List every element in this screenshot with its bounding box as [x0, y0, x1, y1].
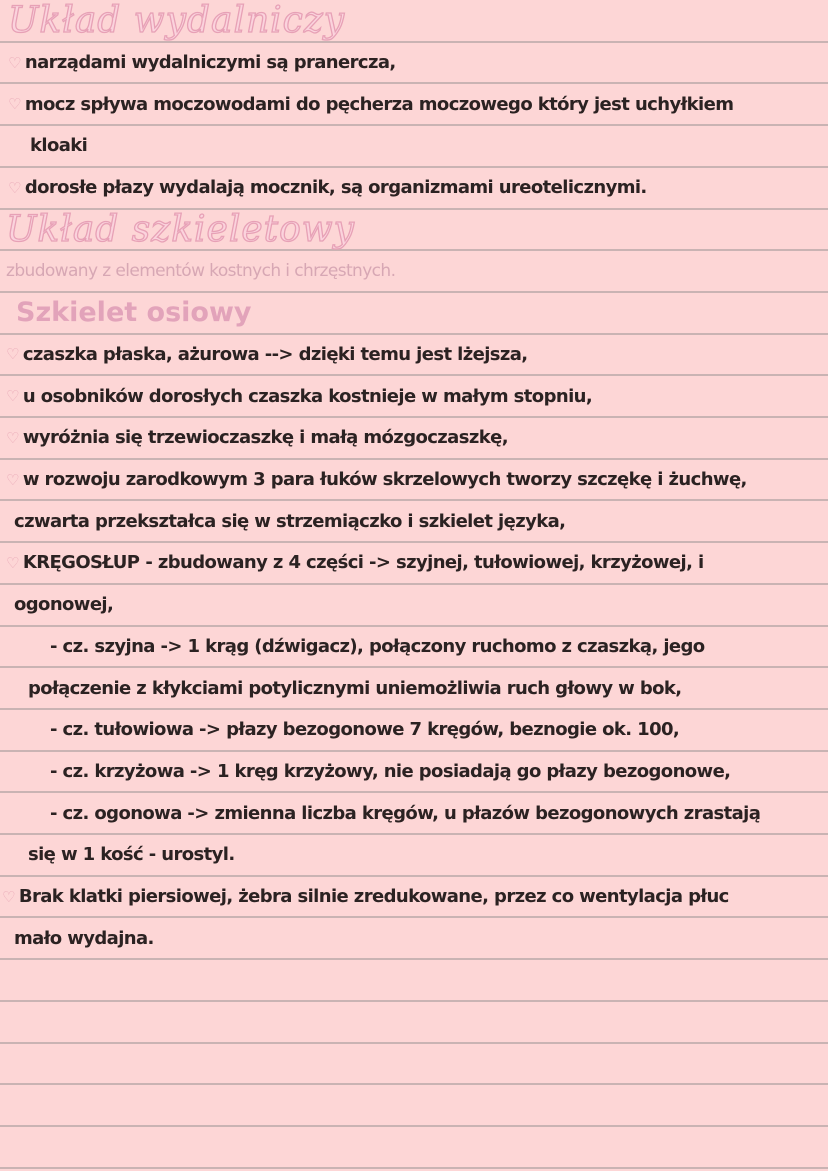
ruled-line	[0, 1083, 828, 1085]
list-item-continuation	[0, 584, 828, 626]
subtitle	[0, 250, 828, 292]
ruled-line	[0, 1042, 828, 1044]
sub-item-continuation	[0, 834, 828, 876]
item-text: ogonowej,	[14, 594, 114, 616]
list-item	[0, 542, 828, 584]
sub-item-continuation	[0, 667, 828, 709]
item-text: narządami wydalniczymi są pranercza,	[24, 52, 396, 74]
list-item	[0, 876, 828, 918]
list-item	[0, 375, 828, 417]
item-text: - cz. szyjna -> 1 krąg (dźwigacz), połączony ruchomo z czaszką, jego	[50, 635, 705, 657]
item-text: - cz. ogonowa -> zmienna liczba kręgów, u płazów bezogonowych zrastają	[50, 802, 761, 824]
item-text: - cz. krzyżowa -> 1 kręg krzyżowy, nie posiadają go płazy bezogonowe,	[50, 760, 731, 782]
item-text: wyróżnia się trzewioczaszkę i małą mózgoczaszkę,	[22, 427, 508, 449]
ruled-line	[0, 1167, 828, 1169]
sub-item	[0, 751, 828, 793]
list-item	[0, 42, 828, 84]
list-item-continuation	[0, 500, 828, 542]
list-item-continuation	[0, 125, 828, 167]
spine-label: KRĘGOSŁUP	[22, 552, 140, 574]
item-text: - zbudowany z 4 części -> szyjnej, tułowiowej, krzyżowej, i	[145, 552, 704, 574]
heart-icon: ♡	[8, 95, 21, 114]
ruled-line	[0, 1125, 828, 1127]
item-text: czwarta przekształca się w strzemiączko i szkielet języka,	[14, 510, 566, 532]
heart-icon: ♡	[6, 387, 19, 406]
heart-icon: ♡	[6, 470, 19, 489]
heading-excretory	[0, 0, 828, 42]
list-item-continuation	[0, 917, 828, 959]
heart-icon: ♡	[6, 345, 19, 364]
sub-item	[0, 792, 828, 834]
heart-icon: ♡	[8, 178, 21, 197]
heart-icon: ♡	[6, 428, 19, 447]
list-item	[0, 417, 828, 459]
list-item	[0, 83, 828, 125]
title-text: Układ szkieletowy	[6, 208, 355, 250]
item-text: u osobników dorosłych czaszka kostnieje w małym stopniu,	[22, 385, 593, 407]
item-text: kloaki	[30, 135, 88, 157]
sub-item	[0, 626, 828, 668]
list-item	[0, 167, 828, 209]
item-text: połączenie z kłykciami potylicznymi uniemożliwia ruch głowy w bok,	[28, 677, 682, 699]
list-item	[0, 334, 828, 376]
item-text: Brak klatki piersiowej, żebra silnie zredukowane, przez co wentylacja płuc	[18, 886, 729, 908]
list-item	[0, 459, 828, 501]
item-text: - cz. tułowiowa -> płazy bezogonowe 7 kręgów, beznogie ok. 100,	[50, 719, 680, 741]
heading-axial	[0, 292, 828, 334]
item-text: mało wydajna.	[14, 927, 154, 949]
title-text: Układ wydalniczy	[8, 0, 346, 42]
heart-icon: ♡	[2, 887, 15, 906]
item-text: czaszka płaska, ażurowa --> dzięki temu jest lżejsza,	[22, 343, 528, 365]
heart-icon: ♡	[8, 53, 21, 72]
item-text: się w 1 kość - urostyl.	[28, 844, 235, 866]
sub-item	[0, 709, 828, 751]
item-text: w rozwoju zarodkowym 3 para łuków skrzelowych tworzy szczękę i żuchwę,	[22, 469, 747, 491]
subtitle-text: zbudowany z elementów kostnych i chrzęstnych.	[6, 261, 396, 282]
heading-skeletal	[0, 209, 828, 251]
ruled-line	[0, 1000, 828, 1002]
item-text: mocz spływa moczowodami do pęcherza moczowego który jest uchyłkiem	[24, 93, 734, 115]
heart-icon: ♡	[6, 553, 19, 572]
item-text: dorosłe płazy wydalają mocznik, są organizmami ureotelicznymi.	[24, 177, 647, 199]
section-text: Szkielet osiowy	[16, 297, 252, 329]
